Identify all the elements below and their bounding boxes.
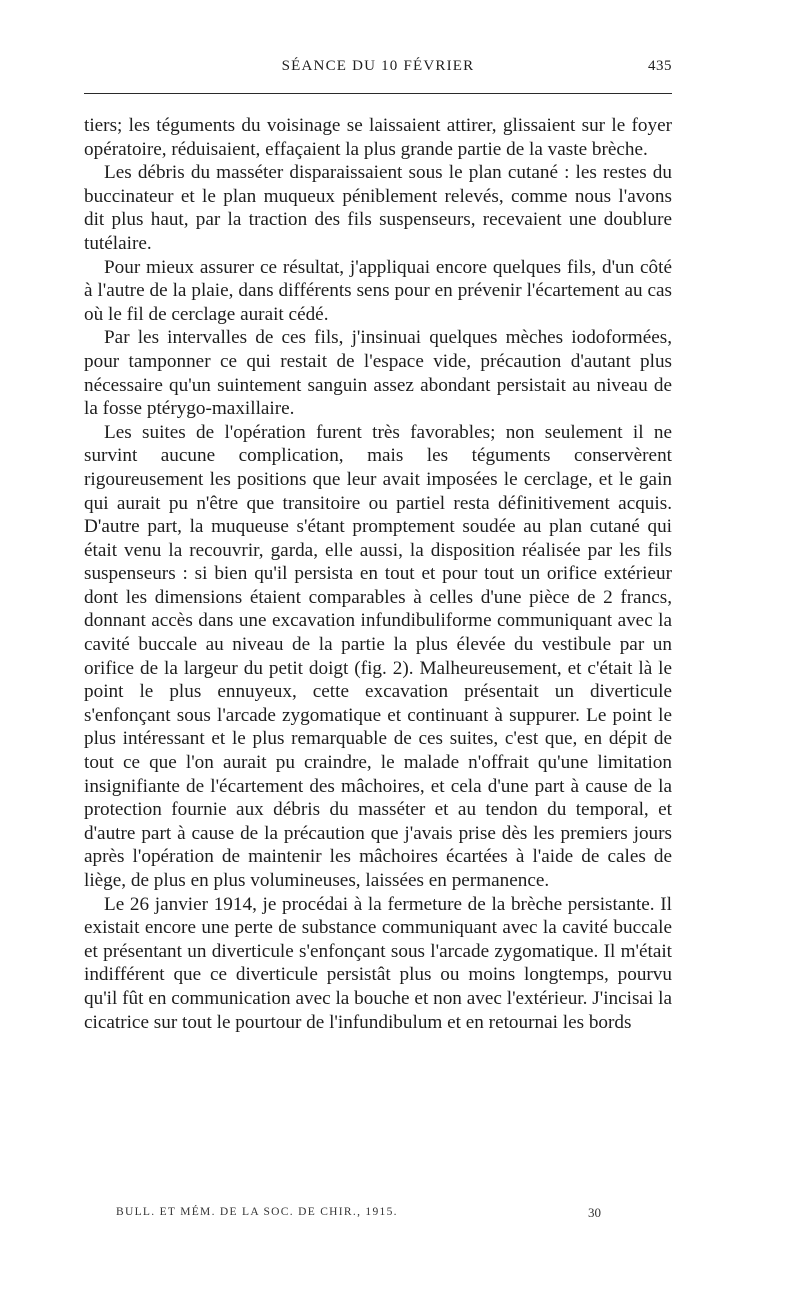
paragraph-1: tiers; les téguments du voisinage se laissaient attirer, glissaient sur le foyer opératoire, réduisaient, effaçaient la plus grande partie de la vaste brèche. bbox=[84, 115, 672, 160]
body-text bbox=[84, 114, 672, 1034]
running-head bbox=[84, 58, 672, 84]
paragraph-5: Les suites de l'opération furent très favorables; non seulement il ne survint aucune complication, mais les téguments conservèrent rigoureusement les positions que leur avait imposées le cerclage, et le gain qui aurait pu n'être que transitoire ou partiel resta définitivement acquis. D'autre part, la muqueuse s'étant promptement soudée au plan cutané qui était venu la recouvrir, garda, elle aussi, la disposition réalisée par les fils suspenseurs : si bien qu'il persista en tout et pour tout un orifice extérieur dont les dimensions étaient comparables à celles d'une pièce de 2 francs, donnant accès dans une excavation infundibuliforme communiquant avec la cavité buccale au niveau de la partie la plus élevée du vestibule par un orifice de la largeur du petit doigt (fig. 2). Malheureusement, et c'était là le point le plus ennuyeux, cette excavation présentait un diverticule s'enfonçant sous l'arcade zygomatique et continuant à suppurer. Le point le plus intéressant et le plus remarquable de ces suites, c'est que, en dépit de tout ce que l'on aurait pu craindre, le malade n'offrait qu'une limitation insignifiante de l'écartement des mâchoires, et cela d'une part à cause de la protection fournie aux débris du masséter et au tendon du temporal, et d'autre part à cause de la précaution que j'avais prise dès les premiers jours après l'opération de maintenir les mâchoires écartées à l'aide de cales de liège, de plus en plus volumineuses, laissées en permanence. bbox=[84, 421, 672, 891]
page-footer bbox=[116, 1206, 672, 1226]
paragraph-3: Pour mieux assurer ce résultat, j'appliquai encore quelques fils, d'un côté à l'autre de la plaie, dans différents sens pour en prévenir l'écartement au cas où le fil de cerclage aurait cédé. bbox=[84, 256, 672, 325]
running-title: SÉANCE DU 10 FÉVRIER bbox=[281, 58, 475, 74]
header-rule bbox=[84, 93, 672, 94]
footer-source: BULL. ET MÉM. DE LA SOC. DE CHIR., 1915. bbox=[116, 1206, 398, 1218]
paragraph-2: Les débris du masséter disparaissaient sous le plan cutané : les restes du buccinateur et le plan muqueux péniblement relevés, comme nous l'avons dit plus haut, par la traction des fils suspenseurs, recevaient une doublure tutélaire. bbox=[84, 162, 672, 254]
paragraph-6: Le 26 janvier 1914, je procédai à la fermeture de la brèche persistante. Il existait encore une perte de substance communiquant avec la cavité buccale et présentant un diverticule s'enfonçant sous l'arcade zygomatique. Il m'était indifférent que ce diverticule persistât plus ou moins longtemps, pourvu qu'il fût en communication avec la bouche et non avec l'extérieur. J'incisai la cicatrice sur tout le pourtour de l'infundibulum et en retournai les bords bbox=[84, 893, 672, 1033]
page-number: 435 bbox=[648, 58, 672, 74]
signature-mark: 30 bbox=[588, 1205, 601, 1220]
paragraph-4: Par les intervalles de ces fils, j'insinuai quelques mèches iodoformées, pour tamponner ce qui restait de l'espace vide, précaution d'autant plus nécessaire qu'un suintement sanguin assez abondant persistait au niveau de la fosse ptérygo-maxillaire. bbox=[84, 327, 672, 420]
